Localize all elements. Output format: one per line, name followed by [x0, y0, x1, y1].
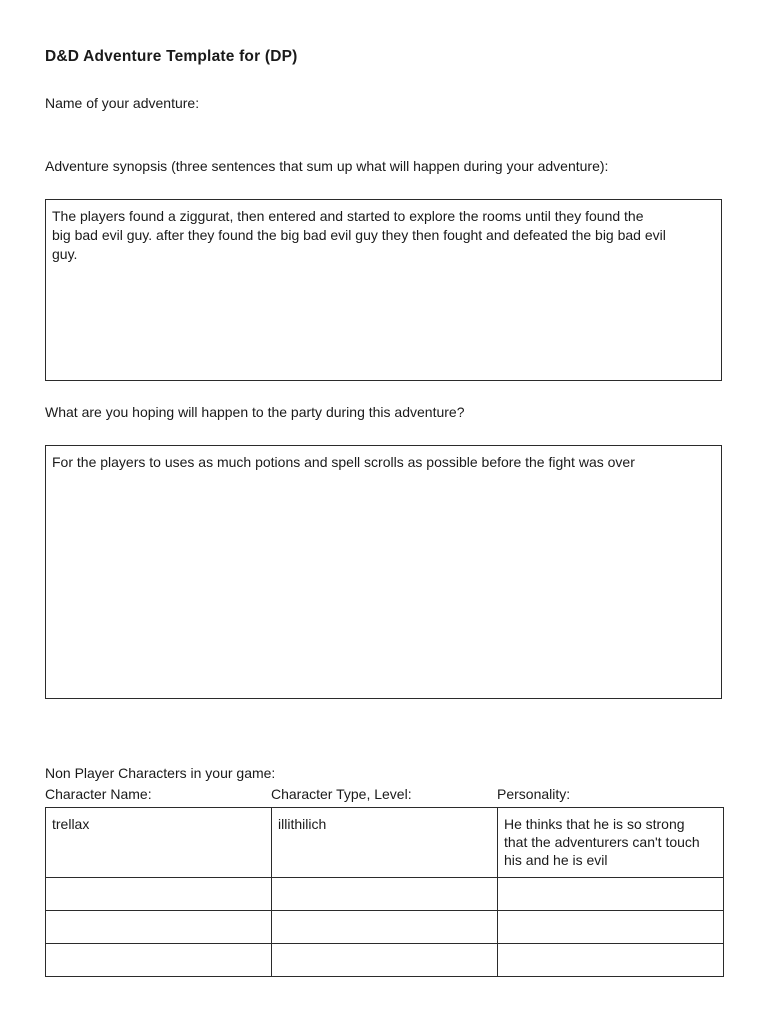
npc-type-cell[interactable] — [272, 911, 498, 944]
table-row — [46, 878, 724, 911]
adventure-name-label: Name of your adventure: — [45, 95, 200, 111]
npc-table — [45, 807, 724, 977]
npc-name-cell[interactable] — [46, 808, 272, 878]
table-row — [46, 808, 724, 878]
hopes-text-box[interactable] — [45, 445, 722, 699]
synopsis-label: Adventure synopsis (three sentences that sum up what will happen during your adventure): — [45, 158, 609, 174]
npc-name-cell[interactable] — [46, 911, 272, 944]
npc-personality-cell[interactable] — [498, 944, 724, 977]
npc-column-header-type: Character Type, Level: — [271, 786, 412, 802]
npc-type-cell[interactable] — [272, 808, 498, 878]
npc-personality-cell[interactable] — [498, 878, 724, 911]
synopsis-text — [46, 200, 721, 264]
npc-personality-cell[interactable] — [498, 808, 724, 878]
npc-section-label: Non Player Characters in your game: — [45, 765, 276, 781]
npc-name: trellax — [52, 816, 90, 832]
npc-type-cell[interactable] — [272, 944, 498, 977]
synopsis-line: The players found a ziggurat, then entered and started to explore the rooms until they found the — [52, 208, 644, 224]
npc-personality-cell[interactable] — [498, 911, 724, 944]
npc-type-level: illithilich — [278, 816, 327, 832]
npc-column-header-name: Character Name: — [45, 786, 152, 802]
npc-personality-line: his and he is evil — [504, 852, 608, 868]
npc-name-cell[interactable] — [46, 878, 272, 911]
npc-name-cell[interactable] — [46, 944, 272, 977]
hopes-text: For the players to uses as much potions and spell scrolls as possible before the fight was over — [52, 454, 635, 470]
synopsis-text-box[interactable] — [45, 199, 722, 381]
hopes-label: What are you hoping will happen to the party during this adventure? — [45, 404, 465, 420]
npc-personality-line: that the adventurers can't touch — [504, 834, 700, 850]
npc-personality-line: He thinks that he is so strong — [504, 816, 685, 832]
synopsis-line: big bad evil guy. after they found the big bad evil guy they then fought and defeated the big bad evil — [52, 227, 666, 243]
table-row — [46, 911, 724, 944]
document-title: D&D Adventure Template for (DP) — [45, 48, 298, 65]
npc-type-cell[interactable] — [272, 878, 498, 911]
synopsis-line: guy. — [52, 246, 78, 262]
npc-column-header-personality: Personality: — [497, 786, 571, 802]
table-row — [46, 944, 724, 977]
